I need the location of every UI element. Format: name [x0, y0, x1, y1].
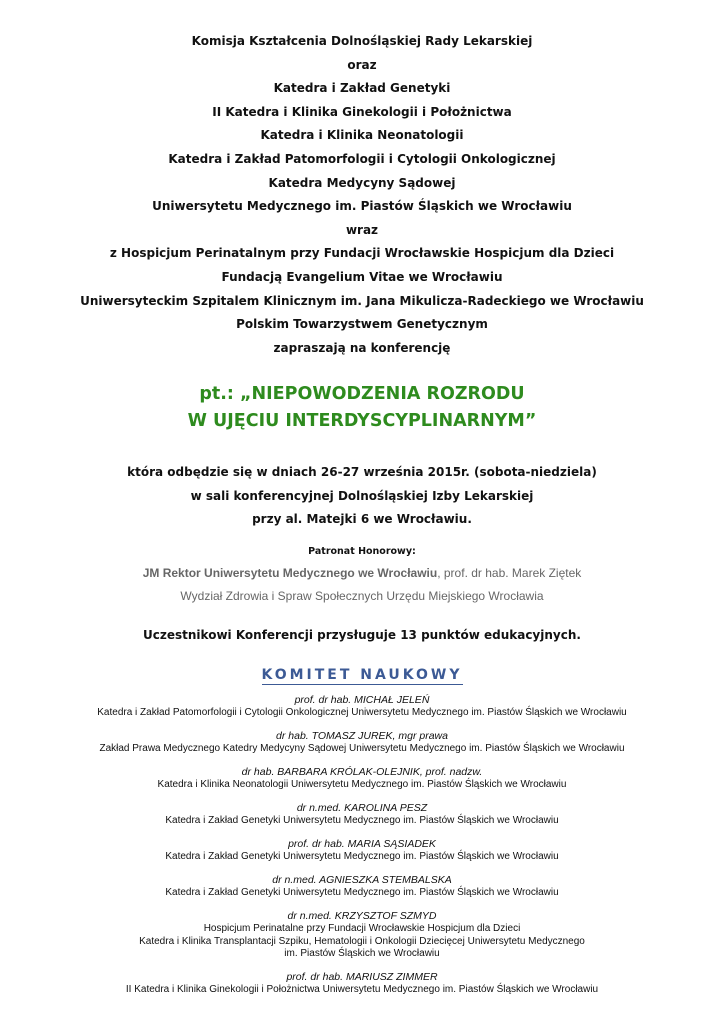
patronage-line-rector [0, 566, 724, 580]
organizer-line: Katedra i Zakład Patomorfologii i Cytologii Onkologicznej [168, 151, 556, 166]
committee-member [0, 910, 724, 961]
committee-heading-text: KOMITET NAUKOWY [261, 667, 463, 683]
conference-title-line2: W UJĘCIU INTERDYSCYPLINARNYM” [187, 411, 537, 431]
patronage-rector-title: JM Rektor Uniwersytetu Medycznego we Wrocławiu [142, 566, 438, 580]
education-points: Uczestnikowi Konferencji przysługuje 13 punktów edukacyjnych. [143, 628, 581, 642]
member-name: dr hab. TOMASZ JUREK, mgr prawa [276, 730, 448, 742]
patronage-rector-name: , prof. dr hab. Marek Ziętek [437, 566, 582, 580]
member-name: dr n.med. KAROLINA PESZ [296, 802, 428, 814]
committee-members-list [0, 694, 724, 1007]
conference-address: przy al. Matejki 6 we Wrocławiu. [252, 512, 472, 526]
conference-details [0, 461, 724, 532]
member-affiliation: Katedra i Zakład Genetyki Uniwersytetu Medycznego im. Piastów Śląskich we Wrocławiu [165, 851, 559, 862]
member-name: prof. dr hab. MICHAŁ JELEŃ [294, 694, 430, 706]
committee-member [0, 766, 724, 792]
conference-title [0, 381, 724, 435]
organizer-line: Katedra i Zakład Genetyki [273, 81, 451, 96]
organizer-line: II Katedra i Klinika Ginekologii i Położnictwa [212, 104, 512, 119]
conference-title-line1: pt.: „NIEPOWODZENIA ROZRODU [199, 384, 525, 404]
organizer-line: Katedra Medycyny Sądowej [268, 175, 456, 190]
member-affiliation: Hospicjum Perinatalne przy Fundacji Wrocławskie Hospicjum dla Dzieci [203, 923, 521, 934]
organizer-line: Polskim Towarzystwem Genetycznym [236, 317, 488, 332]
member-name: dr n.med. KRZYSZTOF SZMYD [287, 910, 437, 922]
invitation-text: zapraszają na konferencję [273, 341, 451, 355]
committee-heading [0, 667, 724, 683]
member-name: dr n.med. AGNIESZKA STEMBALSKA [272, 874, 452, 886]
member-affiliation: Katedra i Zakład Patomorfologii i Cytologii Onkologicznej Uniwersytetu Medycznego im. Piastów Śląskich we Wrocławiu [97, 707, 627, 718]
patronage-label: Patronat Honorowy: [308, 546, 416, 557]
member-affiliation: Zakład Prawa Medycznego Katedry Medycyny Sądowej Uniwersytetu Medycznego im. Piastów Śląskich we Wrocławiu [99, 743, 625, 754]
member-affiliation: II Katedra i Klinika Ginekologii i Położnictwa Uniwersytetu Medycznego im. Piastów Śląskich we Wrocławiu [125, 984, 599, 995]
organizer-line: Uniwersytetu Medycznego im. Piastów Śląskich we Wrocławiu [152, 199, 572, 214]
organizer-line: Komisja Kształcenia Dolnośląskiej Rady Lekarskiej [191, 34, 533, 48]
organizers-block [0, 30, 724, 337]
organizer-line: Katedra i Klinika Neonatologii [260, 128, 464, 143]
organizer-line: oraz [347, 57, 377, 72]
committee-member [0, 802, 724, 828]
committee-member [0, 874, 724, 900]
member-affiliation: Katedra i Klinika Neonatologii Uniwersytetu Medycznego im. Piastów Śląskich we Wrocławiu [157, 779, 567, 790]
conference-venue: w sali konferencyjnej Dolnośląskiej Izby Lekarskiej [190, 488, 534, 503]
member-affiliation: im. Piastów Śląskich we Wrocławiu [284, 948, 440, 959]
conference-date: która odbędzie się w dniach 26-27 września 2015r. (sobota-niedziela) [127, 465, 597, 479]
committee-member [0, 694, 724, 720]
member-name: dr hab. BARBARA KRÓLAK-OLEJNIK, prof. nadzw. [241, 766, 483, 778]
patronage-line-city: Wydział Zdrowia i Spraw Społecznych Urzędu Miejskiego Wrocławia [180, 589, 544, 603]
committee-member [0, 730, 724, 756]
member-affiliation: Katedra i Klinika Transplantacji Szpiku, Hematologii i Onkologii Dziecięcej Uniwersytetu Medycznego [139, 935, 585, 947]
member-name: prof. dr hab. MARIUSZ ZIMMER [286, 971, 438, 983]
member-affiliation: Katedra i Zakład Genetyki Uniwersytetu Medycznego im. Piastów Śląskich we Wrocławiu [165, 815, 559, 826]
organizer-line: wraz [345, 222, 379, 237]
member-affiliation: Katedra i Zakład Genetyki Uniwersytetu Medycznego im. Piastów Śląskich we Wrocławiu [165, 887, 559, 898]
organizer-line: z Hospicjum Perinatalnym przy Fundacji Wrocławskie Hospicjum dla Dzieci [109, 246, 615, 261]
organizer-line: Fundacją Evangelium Vitae we Wrocławiu [221, 269, 503, 284]
committee-member [0, 838, 724, 864]
committee-member [0, 971, 724, 997]
organizer-line: Uniwersyteckim Szpitalem Klinicznym im. Jana Mikulicza-Radeckiego we Wrocławiu [80, 293, 644, 308]
member-name: prof. dr hab. MARIA SĄSIADEK [288, 838, 436, 850]
